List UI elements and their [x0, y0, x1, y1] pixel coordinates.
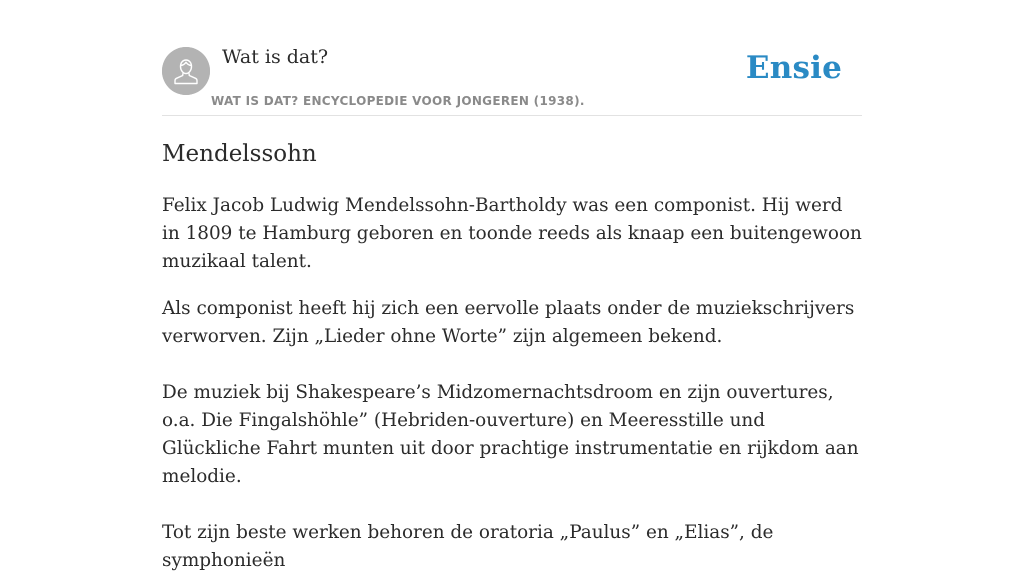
article: [162, 138, 864, 575]
source-header: [162, 0, 862, 116]
source-title[interactable]: Wat is dat?: [222, 46, 329, 68]
source-subtitle: WAT IS DAT? ENCYCLOPEDIE VOOR JONGEREN (1938).: [211, 94, 585, 108]
user-avatar-icon[interactable]: [162, 47, 210, 95]
paragraph: Felix Jacob Ludwig Mendelssohn-Bartholdy was een componist. Hij werd in 1809 te Hamburg geboren en toonde reeds als knaap een buitengewoon muzikaal talent.: [162, 195, 862, 272]
ensie-logo[interactable]: Ensie: [745, 50, 842, 86]
paragraph: De muziek bij Shakespeare’s Midzomernachtsdroom en zijn ouvertures, o.a. Die Fingalshöhle” (Hebriden-ouverture) en Meeresstille und Glückliche Fahrt munten uit door prachtige instrumentatie en rijkdom aan melodie.: [162, 382, 859, 487]
article-body: [162, 192, 864, 575]
paragraph: Als componist heeft hij zich een eervolle plaats onder de muziekschrijvers verworven. Zijn „Lieder ohne Worte” zijn algemeen bekend.: [162, 298, 855, 347]
article-title: Mendelssohn: [162, 141, 317, 167]
paragraph: Tot zijn beste werken behoren de oratoria „Paulus” en „Elias”, de symphonieën: [162, 522, 774, 571]
